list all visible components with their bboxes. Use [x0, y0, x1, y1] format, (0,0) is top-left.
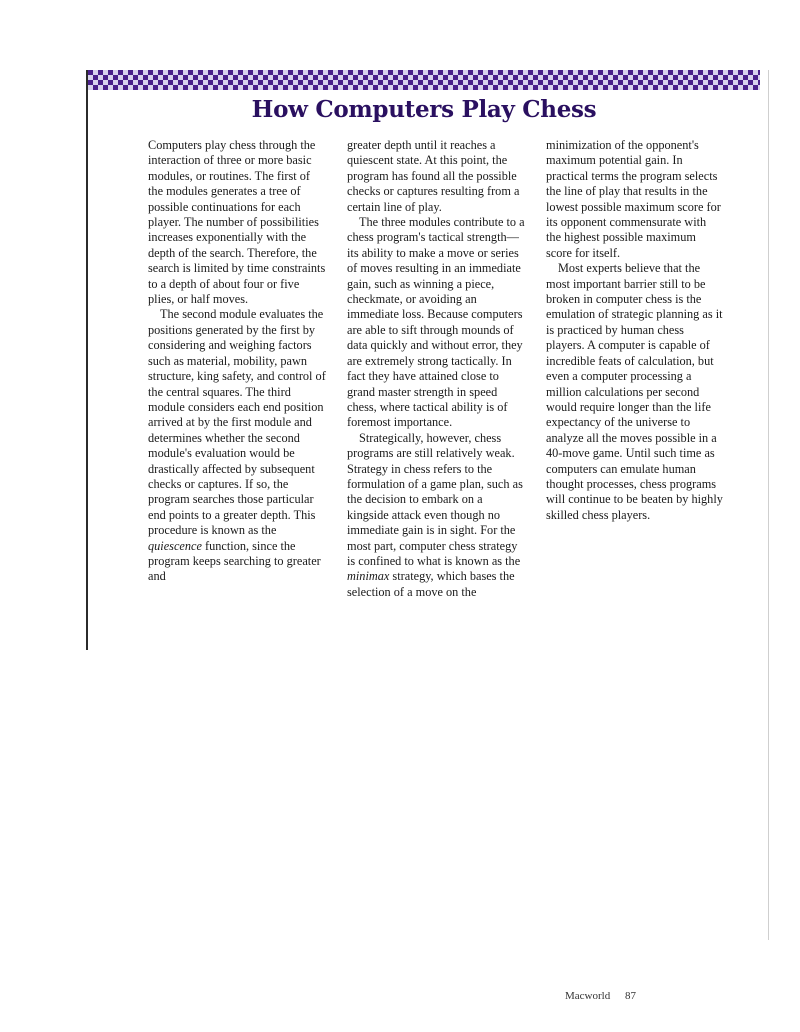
paragraph: Strategically, however, chess programs are still relatively weak. Strategy in chess refers to the formulation of a game plan, such as the decision to embark on a kingside attack even though no immediate gain is in sight. For the most part, computer chess strategy is confined to what is known as the minimax strategy, which bases the selection of a move on the — [347, 430, 523, 599]
paragraph: The three modules contribute to a chess program's tactical strength—its ability to make a move or series of moves resulting in an immediate gain, such as winning a piece, checkmate, or avoiding an immediate loss. Because computers are able to sift through mounds of data quickly and without error, they are extremely strong tactically. In fact they have attained close to grand master strength in speed chess, where tactical ability is of foremost importance. — [347, 215, 525, 430]
right-vertical-rule — [768, 70, 769, 940]
text-column-1 — [148, 138, 326, 600]
paragraph: The second module evaluates the positions generated by the first by considering and weighing factors such as material, mobility, pawn structure, king safety, and control of the central squares. The third module considers each end position arrived at by the first module and determines whether the second module's evaluation would be drastically affected by subsequent checks or captures. If so, the program searches those particular end points to a greater depth. This procedure is known as the quiescence function, since the program keeps searching to greater and — [148, 307, 326, 584]
emphasis-minimax: minimax — [347, 569, 390, 584]
paragraph: Computers play chess through the interaction of three or more basic modules, or routines. The first of the modules generates a tree of possible continuations for each player. The number of possibilities increases exponentially with the depth of the search. Therefore, the search is limited by time constraints to a depth of about four or five plies, or half moves. — [148, 138, 326, 307]
emphasis-quiescence: quiescence — [148, 538, 202, 553]
text-column-2 — [347, 138, 525, 600]
paragraph: minimization of the opponent's maximum potential gain. In practical terms the program selects the line of play that results in the lowest possible maximum score for its opponent commensurate with the highest possible maximum score for itself. — [546, 138, 721, 260]
paragraph: Most experts believe that the most important barrier still to be broken in computer chess is the emulation of strategic planning as it is practiced by human chess players. A computer is capable of incredible feats of calculation, but even a computer processing a million calculations per second would require longer than the life expectancy of the universe to analyze all the moves possible in a 40-move game. Until such time as computers can emulate human thought processes, chess programs will continue to be beaten by highly skilled chess players. — [546, 261, 723, 522]
article-title: How Computers Play Chess — [251, 96, 597, 123]
checkerboard-banner — [88, 70, 760, 90]
text-column-3 — [546, 138, 724, 600]
page-footer — [565, 990, 648, 1002]
page-number: 87 — [624, 990, 636, 1002]
article-body — [148, 138, 724, 600]
paragraph: greater depth until it reaches a quiescent state. At this point, the program has found all the possible checks or captures resulting from a certain line of play. — [347, 138, 520, 214]
publication-name: Macworld — [565, 990, 611, 1002]
left-vertical-rule — [86, 70, 88, 650]
